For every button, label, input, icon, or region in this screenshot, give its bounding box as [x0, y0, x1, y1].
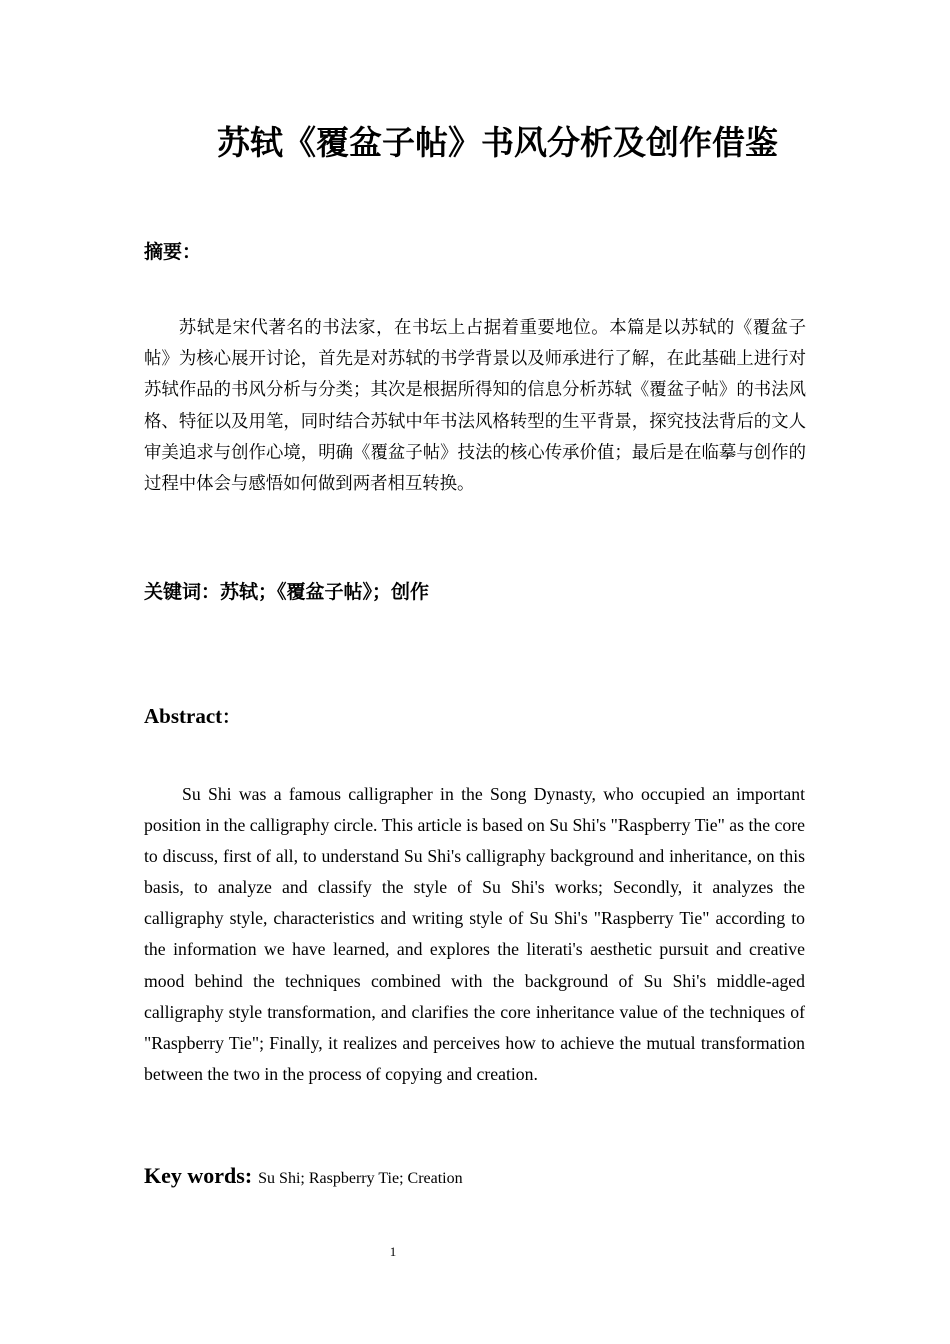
keywords-en-label: Key words: [144, 1163, 253, 1188]
abstract-cn-paragraph: 苏轼是宋代著名的书法家，在书坛上占据着重要地位。本篇是以苏轼的《覆盆子帖》为核心展开讨论，首先是对苏轼的书学背景以及师承进行了解，在此基础上进行对苏轼作品的书风分析与分类；其次是根据所得知的信息分析苏轼《覆盆子帖》的书法风格、特征以及用笔，同时结合苏轼中年书法风格转型的生平背景，探究技法背后的文人审美追求与创作心境，明确《覆盆子帖》技法的核心传承价值；最后是在临摹与创作的过程中体会与感悟如何做到两者相互转换。 [144, 318, 806, 495]
abstract-en-paragraph: Su Shi was a famous calligrapher in the Song Dynasty, who occupied an important position in the calligraphy circle. This article is based on Su Shi's "Raspberry Tie" as the core to discuss, first of all, to understand Su Shi's calligraphy background and inheritance, on this basis, to analyze and classify the style of Su Shi's works; Secondly, it analyzes the calligraphy style, characteristics and writing style of Su Shi's "Raspberry Tie" according to the information we have learned, and explores the literati's aesthetic pursuit and creative mood behind the techniques combined with the background of Su Shi's middle-aged calligraphy style transformation, and clarifies the core inheritance value of the techniques of "Raspberry Tie"; Finally, it realizes and perceives how to achieve the mutual transformation between the two in the process of copying and creation. [144, 784, 805, 1084]
abstract-cn-heading: 摘要： [144, 241, 202, 263]
keywords-en-text: Su Shi; Raspberry Tie; Creation [258, 1170, 463, 1187]
abstract-en-heading-label: Abstract [144, 704, 223, 728]
abstract-en-heading [144, 702, 240, 732]
abstract-en-heading-colon: ： [222, 707, 241, 728]
keywords-cn: 关键词：苏轼；《覆盆子帖》；创作 [144, 581, 430, 603]
keywords-en [144, 1163, 463, 1189]
page-number: 1 [389, 1244, 397, 1259]
page-title: 苏轼《覆盆子帖》书风分析及创作借鉴 [217, 123, 778, 162]
